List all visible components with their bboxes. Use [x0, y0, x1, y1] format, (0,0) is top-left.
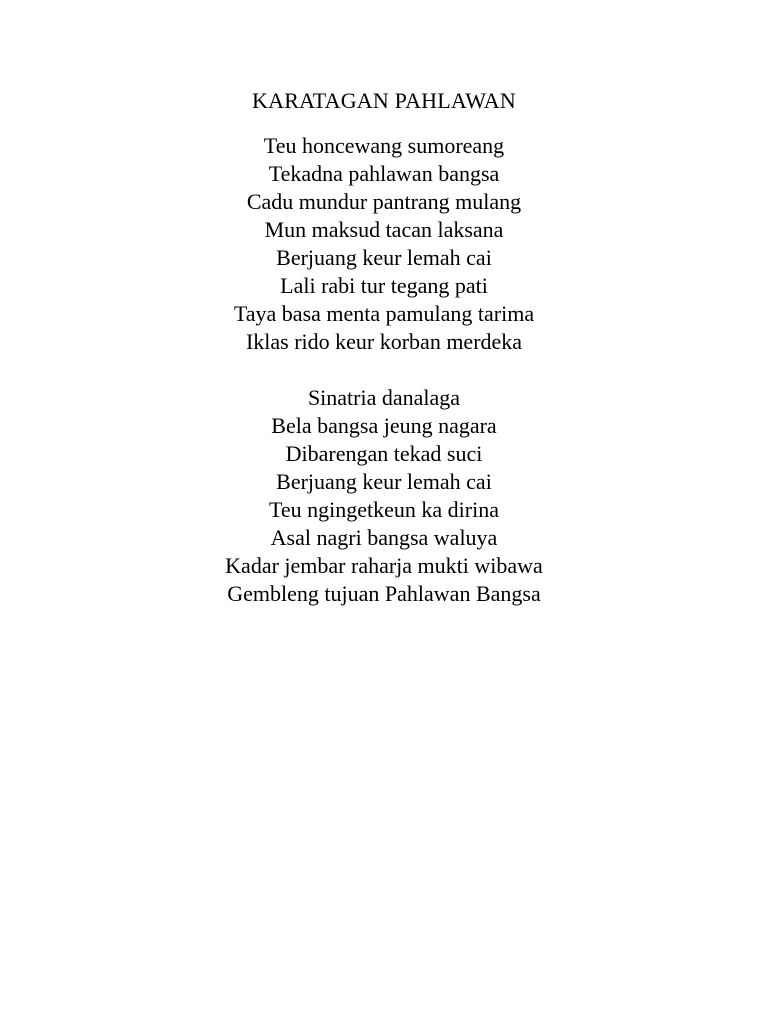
poem-title: KARATAGAN PAHLAWAN — [252, 88, 516, 113]
poem-line: Dibarengan tekad suci — [285, 441, 483, 466]
stanza-1 — [0, 132, 768, 356]
poem-line: Berjuang keur lemah cai — [276, 469, 492, 494]
poem-line: Iklas rido keur korban merdeka — [245, 329, 523, 354]
poem-line: Cadu mundur pantrang mulang — [246, 189, 522, 214]
poem-line: Gembleng tujuan Pahlawan Bangsa — [227, 581, 541, 606]
stanza-2 — [0, 384, 768, 608]
poem-line: Bela bangsa jeung nagara — [271, 413, 497, 438]
poem-line: Teu ngingetkeun ka dirina — [268, 497, 499, 522]
poem-line: Mun maksud tacan laksana — [264, 217, 504, 242]
poem — [0, 86, 768, 608]
poem-line: Lali rabi tur tegang pati — [280, 273, 488, 298]
poem-line: Berjuang keur lemah cai — [276, 245, 492, 270]
poem-line: Sinatria danalaga — [307, 385, 461, 410]
poem-line: Asal nagri bangsa waluya — [270, 525, 498, 550]
poem-line: Teu honcewang sumoreang — [263, 133, 505, 158]
poem-line: Tekadna pahlawan bangsa — [268, 161, 500, 186]
poem-line: Taya basa menta pamulang tarima — [233, 301, 535, 326]
poem-line: Kadar jembar raharja mukti wibawa — [225, 553, 543, 578]
